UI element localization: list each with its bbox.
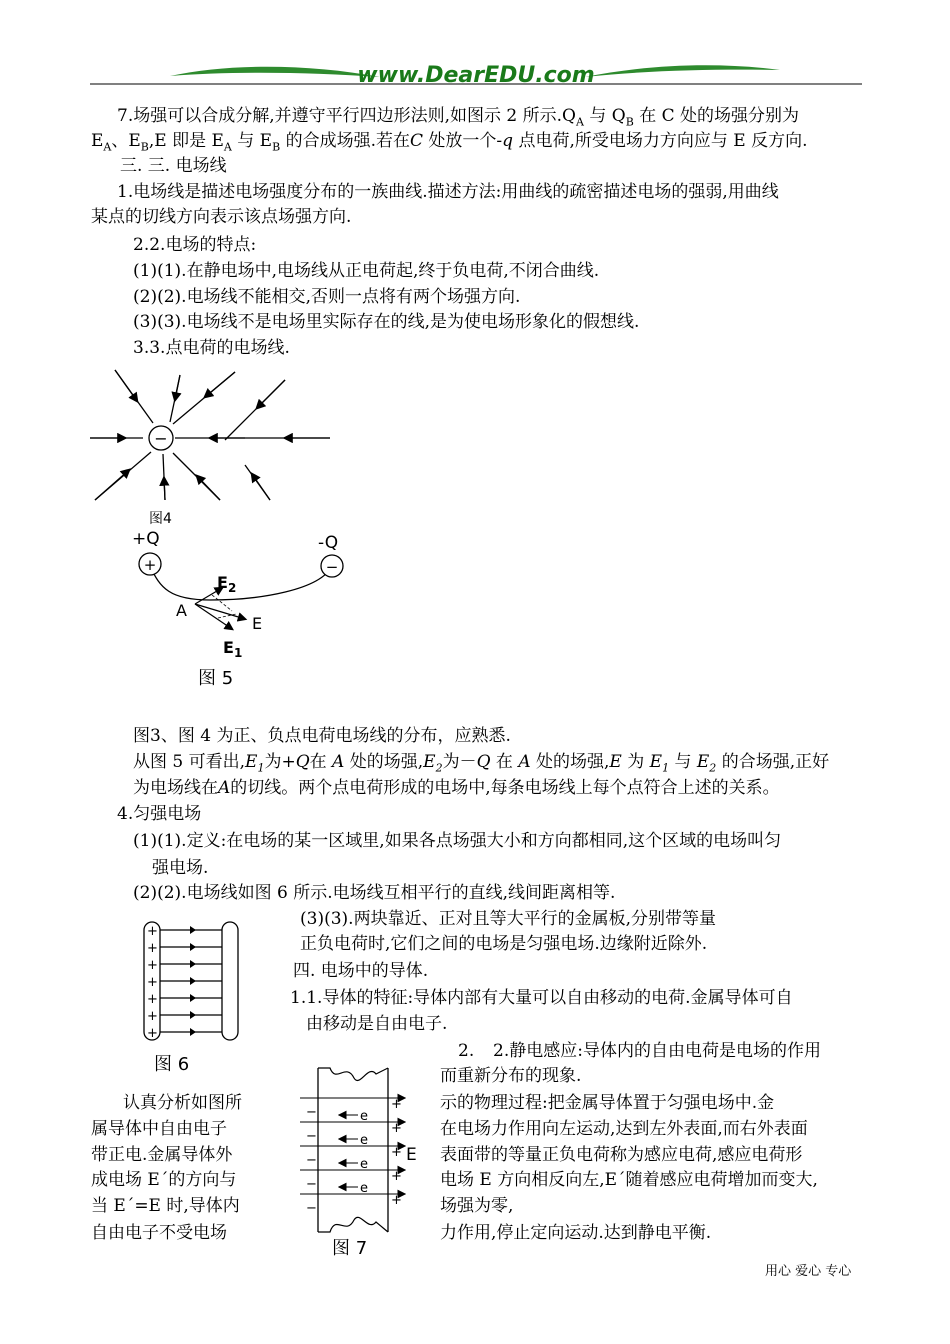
svg-text:+: + [147, 958, 158, 973]
para-4-1-line1: (1)(1).定义:在电场的某一区域里,如果各点场强大小和方向都相同,这个区域的电场叫匀 [133, 831, 782, 851]
svg-text:−: − [325, 558, 339, 576]
para-c2-number: 2. [458, 1041, 475, 1061]
para-4-3-line1: (3)(3).两块靠近、正对且等大平行的金属板,分别带等量 [300, 909, 716, 929]
para-c2-line7: 场强为零, [440, 1196, 514, 1216]
svg-text:E2: $E_2$ [217, 573, 237, 595]
svg-text:−: − [306, 1105, 317, 1120]
left-swoosh [170, 67, 380, 77]
svg-text:e: e [360, 1133, 368, 1148]
figure-7 [296, 1064, 426, 1264]
para-4-1-line2: 强电场. [152, 858, 209, 878]
svg-text:+: + [391, 1193, 402, 1208]
section-conductor-heading: 四. 电场中的导体. [293, 961, 429, 981]
figure-4-caption: 图4 [149, 511, 172, 527]
svg-text:e: e [360, 1157, 368, 1172]
para-c2-line3: 示的物理过程:把金属导体置于匀强电场中.金 [440, 1093, 775, 1113]
section-3-heading: 三. 三. 电场线 [120, 156, 227, 176]
figure-7-caption: 图 7 [332, 1238, 368, 1259]
right-swoosh [585, 65, 780, 77]
para-3-2-1: (1)(1).在静电场中,电场线从正电荷起,终于负电荷,不闭合曲线. [133, 261, 600, 281]
svg-text:e: e [360, 1181, 368, 1196]
svg-text:+: + [147, 1026, 158, 1041]
para-3-1-line2: 某点的切线方向表示该点场强方向. [91, 207, 352, 227]
para-4-2: (2)(2).电场线如图 6 所示.电场线互相平行的直线,线间距离相等. [133, 883, 616, 903]
svg-text:E1: $E_1$ [223, 638, 243, 660]
para-fig5-line2: 为电场线在A的切线。两个点电荷形成的电场中,每条电场线上每个点符合上述的关系。 [133, 778, 780, 798]
para-c2-line8: 力作用,停止定向运动.达到静电平衡. [440, 1223, 712, 1243]
footer-text: 用心 爱心 专心 [765, 1264, 852, 1279]
svg-text:+: + [391, 1097, 402, 1112]
left-col-line2: 属导体中自由电子 [91, 1119, 227, 1139]
para-c1-line1: 1.1.导体的特征:导体内部有大量可以自由移动的电荷.金属导体可自 [290, 988, 793, 1008]
para-fig-note: 图3、图 4 为正、负点电荷电场线的分布，应熟悉. [133, 726, 511, 746]
para-3-2-3: (3)(3).电场线不是电场里实际存在的线,是为使电场形象化的假想线. [133, 312, 640, 332]
svg-text:−: − [306, 1129, 317, 1144]
para-c2-line2: 而重新分布的现象. [440, 1066, 582, 1086]
svg-text:−: − [306, 1177, 317, 1192]
figure-5 [120, 528, 380, 698]
para-fig5-line1: 从图 5 可看出$,E_1$为+Q在 A 处的场强$,E_2$为－Q 在 A 处的场强,E 为 $E_1$ 与 $E_2$ 的合场强,正好 [133, 752, 830, 775]
point-a-label: A [176, 601, 187, 620]
left-col-line5: 当 E´=E 时,导体内 [91, 1196, 240, 1216]
para-c2-line1: 2.静电感应:导体内的自由电荷是电场的作用 [493, 1041, 821, 1061]
figure-6 [138, 918, 268, 1078]
para-c1-line2: 由移动是自由电子. [306, 1014, 448, 1034]
plus-q-label: +Q [132, 529, 160, 549]
svg-text:+: + [147, 924, 158, 939]
svg-text:+: + [147, 975, 158, 990]
svg-text:E: E [252, 614, 263, 633]
svg-text:+: + [391, 1145, 402, 1160]
left-col-line4: 成电场 E´的方向与 [91, 1170, 237, 1190]
section-4-heading: 4.匀强电场 [117, 804, 202, 824]
negative-sign: − [154, 429, 168, 448]
para-7-line1: 7.场强可以合成分解,并遵守平行四边形法则,如图示 2 所示$.Q_A$ 与 $Q_B$ 在 C 处的场强分别为 [117, 106, 800, 129]
left-col-line6: 自由电子不受电场 [91, 1223, 227, 1243]
header-decoration [0, 0, 950, 90]
svg-text:−: − [306, 1201, 317, 1216]
para-c2-line6: 电场 E 方向相反向左,E´随着感应电荷增加而变大, [440, 1170, 818, 1190]
svg-text:+: + [147, 1009, 158, 1024]
svg-text:+: + [143, 556, 157, 574]
svg-text:+: + [147, 941, 158, 956]
svg-text:−: − [306, 1153, 317, 1168]
figure-6-caption: 图 6 [154, 1054, 190, 1075]
para-4-3-line2: 正负电荷时,它们之间的电场是匀强电场.边缘附近除外. [300, 934, 708, 954]
svg-text:+: + [391, 1169, 402, 1184]
header-logo: www.DearEDU.com [357, 63, 595, 88]
figure-4 [85, 360, 345, 530]
svg-text:+: + [391, 1121, 402, 1136]
svg-text:+: + [147, 992, 158, 1007]
minus-q-label: -Q [318, 533, 339, 553]
para-3-3: 3.3.点电荷的电场线. [133, 338, 290, 358]
para-3-2-2: (2)(2).电场线不能相交,否则一点将有两个场强方向. [133, 287, 521, 307]
left-col-line1: 认真分析如图所 [123, 1093, 242, 1113]
para-3-1-line1: 1.电场线是描述电场强度分布的一族曲线.描述方法:用曲线的疏密描述电场的强弱,用曲线 [117, 182, 779, 202]
para-7-line2: $E_A$、$E_B,E$ 即是 $E_A$ 与 $E_B$ 的合成场强.若在C 处放一个-q 点电荷,所受电场力方向应与 E 反方向. [91, 131, 808, 154]
para-c2-line4: 在电场力作用向左运动,达到左外表面,而右外表面 [440, 1119, 808, 1139]
para-c2-line5: 表面带的等量正负电荷称为感应电荷,感应电荷形 [440, 1145, 803, 1165]
left-col-line3: 带正电.金属导体外 [91, 1145, 233, 1165]
field-e-label: E [406, 1145, 417, 1165]
figure-5-caption: 图 5 [198, 668, 234, 689]
para-3-2: 2.2.电场的特点: [133, 235, 257, 255]
svg-text:e: e [360, 1109, 368, 1124]
